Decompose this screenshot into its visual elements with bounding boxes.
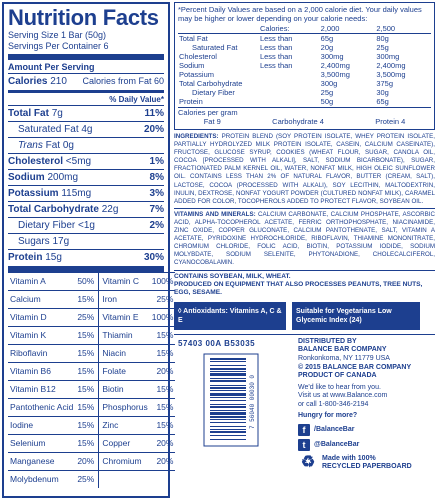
distributor-info xyxy=(294,338,412,472)
vitamin-name: Riboflavin xyxy=(8,345,75,363)
vitamin-percent: 100% xyxy=(150,273,176,291)
footnote-cell xyxy=(259,97,320,106)
vitamin-row xyxy=(8,345,175,363)
antioxidants-badge: ◊ Antioxidants: Vitamins A, C & E xyxy=(174,302,286,330)
facebook-icon: f xyxy=(298,424,310,436)
nutrient-dv: 20% xyxy=(143,124,164,135)
vitamin-name: Zinc xyxy=(99,417,150,435)
nutrient-label: Total Fat xyxy=(8,108,49,119)
footnote-row xyxy=(178,97,431,106)
nutrient-dv: 2% xyxy=(149,220,164,231)
company-city: Ronkonkoma, NY 11779 USA xyxy=(298,354,390,362)
footnote-cell: Dietary Fiber xyxy=(192,88,235,97)
footnote-cell: 30g xyxy=(376,88,389,97)
footnote-cell: Total Fat xyxy=(179,34,208,43)
footnote-cell: 375g xyxy=(376,79,394,88)
ingredients-block xyxy=(174,133,435,206)
footnote-cell: 25g xyxy=(376,43,389,52)
nutrient-label: Trans xyxy=(18,140,43,151)
vitamin-row xyxy=(8,453,175,471)
footnote-cell xyxy=(259,70,320,79)
vitamin-percent: 15% xyxy=(150,399,176,417)
nutrient-amount: 22g xyxy=(101,204,119,215)
right-column xyxy=(174,2,435,498)
recycled-line2: RECYCLED PAPERBOARD xyxy=(322,463,412,471)
nutrient-row xyxy=(8,201,164,217)
nutrient-label: Sodium xyxy=(8,172,45,183)
bottom-section xyxy=(174,334,435,472)
vitamins-minerals-label: VITAMINS AND MINERALS: xyxy=(174,210,256,218)
nutrient-label: Total Carbohydrate xyxy=(8,204,99,215)
footnote-row xyxy=(178,52,431,61)
nutrient-row xyxy=(8,121,164,137)
footnote-row xyxy=(178,88,431,97)
footnote-cell: 65g xyxy=(320,34,334,43)
nutrient-row xyxy=(8,105,164,121)
vitamin-percent: 15% xyxy=(75,345,99,363)
nutrient-label: Sugars xyxy=(18,236,50,247)
footnote-cell: 3,500mg xyxy=(320,70,350,79)
vitamins-minerals-text: CALCIUM CARBONATE, CALCIUM PHOSPHATE, ASCORBIC ACID, ALPHA-TOCOPHEROL ACETATE, FERRIC ORTHOPHOSPHATE, NIACINAMIDE, ZINC OXIDE, COPPER GLUCONATE, CALCIUM PANTOTHENATE, SALT, VITAMIN A ACETATE, PYRIDOXINE HYDROCHLORIDE, RIBOFLAVIN, THIAMINE MONONITRATE, CHROMIUM CHLORIDE, FOLIC ACID, BIOTIN, POTASSIUM IODIDE, SODIUM MOLYBDATE, SODIUM SELENITE, PHYTONADIONE, CHOLECALCIFEROL, CYANOCOBALAMIN. xyxy=(174,210,436,267)
nutrient-label: Cholesterol xyxy=(8,156,64,167)
footnote-cell: 300mg xyxy=(376,52,400,61)
nutrient-amount: 200mg xyxy=(47,172,79,183)
footnote-cell: Less than xyxy=(259,43,293,52)
facebook-handle: /BalanceBar xyxy=(314,425,355,433)
vitamin-name: Chromium xyxy=(99,453,150,471)
code-barcode-area xyxy=(174,338,294,450)
vitamin-name: Vitamin E xyxy=(99,309,150,327)
vitamin-percent: 15% xyxy=(75,399,99,417)
nutrient-amount: <1g xyxy=(78,220,95,231)
vitamin-row xyxy=(8,327,175,345)
footnote-cell: 300mg xyxy=(320,52,344,61)
nutrient-rows xyxy=(8,105,164,265)
vitamin-name: Niacin xyxy=(99,345,150,363)
vitamin-percent: 15% xyxy=(150,417,176,435)
vitamin-percent: 25% xyxy=(75,309,99,327)
vitamin-name: Biotin xyxy=(99,381,150,399)
footnote-col1: 2,000 xyxy=(320,24,376,34)
badge-row xyxy=(174,302,435,330)
nutrient-amount: 17g xyxy=(52,236,70,247)
nutrient-row xyxy=(8,137,164,153)
footnote-cell: 300g xyxy=(320,79,338,88)
vitamin-percent: 15% xyxy=(75,363,99,381)
distributed-by: DISTRIBUTED BY xyxy=(298,337,357,345)
footnote-cell: 50g xyxy=(320,97,334,106)
vitamin-name: Folate xyxy=(99,363,150,381)
vitamin-row xyxy=(8,291,175,309)
vitamin-percent: 20% xyxy=(75,453,99,471)
calories-per-gram: Calories per gram xyxy=(178,107,431,117)
footnote-cell: Protein xyxy=(179,97,203,106)
daily-value-footnote xyxy=(174,2,435,130)
footnote-table xyxy=(178,24,431,106)
nutrient-amount: 4g xyxy=(81,124,93,135)
country-of-origin: PRODUCT OF CANADA xyxy=(298,372,377,380)
nutrient-amount: 115mg xyxy=(61,188,92,199)
facility-statement: PRODUCED ON EQUIPMENT THAT ALSO PROCESSES PEANUTS, TREE NUTS, EGG, SESAME. xyxy=(174,280,423,297)
carb-per-gram: Carbohydrate 4 xyxy=(272,117,324,126)
footnote-cell xyxy=(259,88,320,97)
footnote-row xyxy=(178,79,431,88)
vitamin-row xyxy=(8,309,175,327)
vitamin-percent: 15% xyxy=(75,291,99,309)
footnote-cell: Less than xyxy=(259,61,293,70)
nutrient-row xyxy=(8,217,164,233)
footnote-cell: Saturated Fat xyxy=(192,43,238,52)
footnote-cell: Cholesterol xyxy=(179,52,217,61)
nutrient-label: Protein xyxy=(8,252,43,263)
barcode-digits: 7 56040 00030 0 xyxy=(249,374,256,429)
vitamin-percent: 15% xyxy=(75,417,99,435)
vitamin-percent: 20% xyxy=(150,363,176,381)
twitter-handle: @BalanceBar xyxy=(314,440,360,448)
nutrient-dv: 30% xyxy=(143,252,164,263)
calories-row xyxy=(8,73,164,89)
vitamin-name xyxy=(99,471,150,489)
ingredients-text: PROTEIN BLEND (SOY PROTEIN ISOLATE, WHEY PROTEIN ISOLATE, PARTIALLY HYDROLYZED MILK PROTEIN ISOLATE, CASEIN, CALCIUM CASEINATE), FRUCTOSE, GLUCOSE SYRUP, COOKIES (WHEAT FLOUR, SUGAR, CANOLA OIL, COCOA [PROCESSED WITH ALKALI], SALT, SODIUM BICARBONATE), SUGAR, FRACTIONATED PALM KERNEL OIL, WATER, NONFAT MILK, HIGH OLEIC SUNFLOWER OIL. CONTAINS LESS THAN 2% OF NATURAL FLAVOR, BUTTER (CREAM, SALT), LACTOSE, COCOA (PROCESSED WITH ALKALI), SOY LECITHIN, MALTODEXTRIN, INULIN, DEXTROSE, NONFAT YOGURT POWDER (CULTURED NONFAT MILK), CARAMEL ADDED FOR COLOR, TOCOPHEROLS ADDED TO PROTECT FLAVOR, SOYBEAN OIL. xyxy=(174,133,435,205)
hear-from-you: We'd like to hear from you. xyxy=(298,383,381,391)
vitamin-name: Vitamin D xyxy=(8,309,75,327)
vitamin-name: Iron xyxy=(99,291,150,309)
footnote-row xyxy=(178,43,431,52)
ingredients-label: INGREDIENTS: xyxy=(174,133,219,140)
vitamin-percent: 15% xyxy=(75,327,99,345)
vitamin-name: Vitamin K xyxy=(8,327,75,345)
nutrient-row xyxy=(8,153,164,169)
hungry-for-more: Hungry for more? xyxy=(298,412,358,420)
vitamin-row xyxy=(8,399,175,417)
footnote-cell: 3,500mg xyxy=(376,70,406,79)
thick-rule xyxy=(8,54,164,60)
nutrient-dv: 8% xyxy=(149,172,164,183)
vitamin-grid xyxy=(8,272,175,488)
ingredients-rule xyxy=(174,208,435,209)
nutrient-dv: 3% xyxy=(149,188,164,199)
footnote-cell: 80g xyxy=(376,34,389,43)
lot-code: 57403 00A B53035 xyxy=(178,338,256,348)
footnote-cell: 65g xyxy=(376,97,389,106)
facebook-link[interactable] xyxy=(298,424,412,436)
vitamins-minerals-block xyxy=(174,211,435,268)
footnote-cell: 25g xyxy=(320,88,334,97)
vitamin-name: Phosphorus xyxy=(99,399,150,417)
vitamin-name: Thiamin xyxy=(99,327,150,345)
footnote-cell: Less than xyxy=(259,34,293,43)
nutrition-facts-box xyxy=(2,2,174,498)
nutrient-amount: Fat 0g xyxy=(45,140,74,151)
nutrient-label: Saturated Fat xyxy=(18,124,79,135)
calories-per-gram-values xyxy=(178,117,431,127)
twitter-link[interactable] xyxy=(298,439,412,451)
vitamin-name: Iodine xyxy=(8,417,75,435)
contains-statement: CONTAINS SOYBEAN, MILK, WHEAT. xyxy=(174,272,291,280)
footnote-text: *Percent Daily Values are based on a 2,000 calorie diet. Your daily values may be higher or lower depending on your calorie needs: xyxy=(178,5,422,23)
nutrient-amount: 7g xyxy=(51,108,63,119)
nutrient-label: Dietary Fiber xyxy=(18,220,76,231)
recycled-line1: Made with 100% xyxy=(322,455,376,463)
website: Visit us at www.Balance.com xyxy=(298,392,388,400)
nutrient-row xyxy=(8,169,164,185)
recycle-icon: ♻ xyxy=(300,454,316,472)
vitamin-name: Vitamin A xyxy=(8,273,75,291)
calories-from-fat: Calories from Fat 60 xyxy=(82,76,164,86)
vitamin-name: Copper xyxy=(99,435,150,453)
vitamin-row xyxy=(8,363,175,381)
vitamin-name: Pantothenic Acid xyxy=(8,399,75,417)
vitamin-percent: 20% xyxy=(150,435,176,453)
copyright: © 2015 BALANCE BAR COMPANY xyxy=(298,363,412,371)
nutrient-dv: 1% xyxy=(149,156,164,167)
footnote-cell: 20g xyxy=(320,43,334,52)
footnote-cell: 2,400mg xyxy=(320,61,350,70)
footnote-cell: Less than xyxy=(259,52,293,61)
footnote-row xyxy=(178,70,431,79)
daily-value-header: % Daily Value* xyxy=(109,95,164,104)
company-name: BALANCE BAR COMPANY xyxy=(298,346,387,354)
vitamin-row xyxy=(8,381,175,399)
vitamin-row xyxy=(8,471,175,489)
vitamin-percent: 15% xyxy=(150,345,176,363)
vitamin-percent: 15% xyxy=(75,435,99,453)
calories-value: 210 xyxy=(50,76,67,87)
vitamin-name: Vitamin B12 xyxy=(8,381,75,399)
nutrient-dv: 11% xyxy=(144,108,164,119)
vitamin-percent: 15% xyxy=(75,381,99,399)
vitamin-percent: 15% xyxy=(150,327,176,345)
vitamin-percent: 25% xyxy=(75,471,99,489)
vegetarian-badge: Suitable for Vegetarians Low Glycemic Index (24) xyxy=(292,302,420,330)
vitamin-name: Calcium xyxy=(8,291,75,309)
nutrition-facts-title: Nutrition Facts xyxy=(8,5,159,30)
footnote-row xyxy=(178,34,431,44)
contains-rule xyxy=(174,270,435,271)
vitamin-percent: 15% xyxy=(150,381,176,399)
vitamin-percent: 50% xyxy=(75,273,99,291)
footnote-cell xyxy=(259,79,320,88)
nutrient-dv: 7% xyxy=(149,204,164,215)
vitamin-percent: 25% xyxy=(150,291,176,309)
vitamin-name: Vitamin C xyxy=(99,273,150,291)
vitamin-name: Selenium xyxy=(8,435,75,453)
footnote-cell: Sodium xyxy=(179,61,205,70)
vitamin-percent xyxy=(150,471,176,489)
nutrient-row xyxy=(8,249,164,265)
nutrient-amount: <5mg xyxy=(65,156,92,167)
medium-rule xyxy=(8,90,164,93)
footnote-calories-label: Calories: xyxy=(259,24,320,34)
vitamin-percent: 20% xyxy=(150,453,176,471)
vitamin-name: Vitamin B6 xyxy=(8,363,75,381)
protein-per-gram: Protein 4 xyxy=(375,117,406,126)
footnote-col2: 2,500 xyxy=(375,24,431,34)
footnote-row xyxy=(178,61,431,70)
footnote-cell: Total Carbohydrate xyxy=(179,79,243,88)
vitamin-row xyxy=(8,273,175,291)
fat-per-gram: Fat 9 xyxy=(203,117,221,126)
footnote-cell: 2,400mg xyxy=(376,61,406,70)
twitter-icon: t xyxy=(298,439,310,451)
nutrient-row xyxy=(8,185,164,201)
nutrient-row xyxy=(8,233,164,249)
recycled-notice xyxy=(298,454,412,472)
calories-label: Calories xyxy=(8,76,48,87)
vitamin-percent: 100% xyxy=(150,309,176,327)
vitamin-name: Manganese xyxy=(8,453,75,471)
vitamin-name: Molybdenum xyxy=(8,471,75,489)
vitamin-row xyxy=(8,435,175,453)
nutrient-amount: 15g xyxy=(45,252,62,263)
phone: or call 1-800-346-2194 xyxy=(298,400,369,408)
nutrient-label: Potassium xyxy=(8,188,59,199)
amount-per-serving: Amount Per Serving xyxy=(8,62,95,72)
upc-barcode xyxy=(174,352,294,450)
servings-per-container: Servings Per Container 6 xyxy=(8,41,109,51)
serving-size: Serving Size 1 Bar (50g) xyxy=(8,30,107,40)
footnote-cell: Potassium xyxy=(179,70,215,79)
vitamin-row xyxy=(8,417,175,435)
